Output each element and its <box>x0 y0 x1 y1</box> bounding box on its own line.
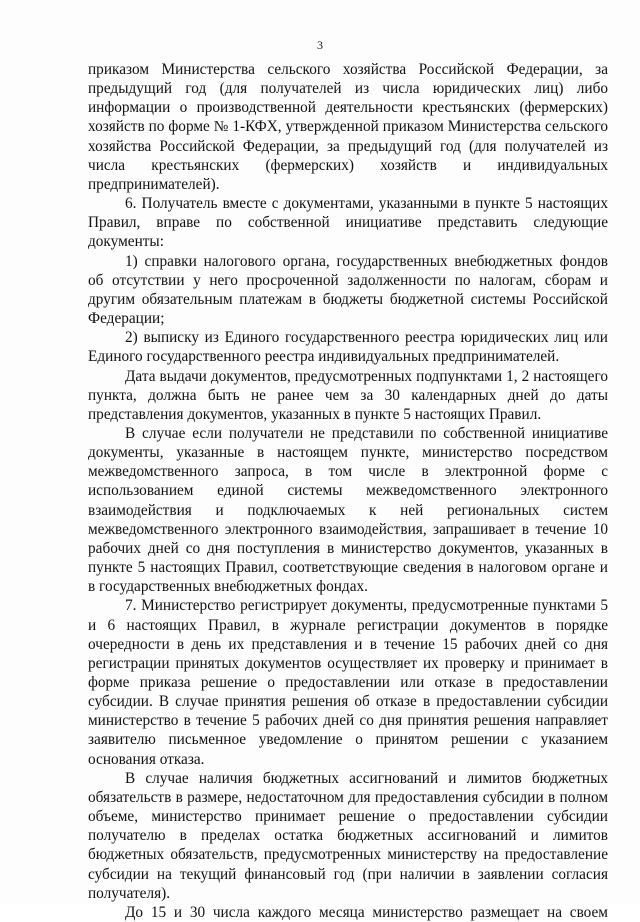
paragraph-item-7: 7. Министерство регистрирует документы, предусмотренные пунктами 5 и 6 настоящих Правил, в журнале регистрации документов в порядке очередности в день их представления и в течение 15 рабочих дней со дня регистрации принятых документов осуществляет их проверку и принимает в форме приказа решение о предоставлении или отказе в предоставлении субсидии. В случае принятия решения об отказе в предоставлении субсидии министерство в течение 5 рабочих дней со дня принятия решения направляет заявителю письменное уведомление о принятом решении с указанием основания отказа. <box>88 597 608 768</box>
paragraph-budget-allocations: В случае наличия бюджетных ассигнований и лимитов бюджетных обязательств в размере, недостаточном для предоставления субсидии в полном объеме, министерство принимает решение о предоставлении субсидии получателю в пределах остатка бюджетных ассигнований и лимитов бюджетных обязательств, предусмотренных министерству на предоставление субсидии на текущий финансовый год (при наличии в заявлении согласия получателя). <box>88 769 608 902</box>
paragraph-interagency-request: В случае если получатели не представили по собственной инициативе документы, указанные в настоящем пункте, министерство посредством межведомственного запроса, в том числе в электронной форме с использованием единой системы межведомственного электронного взаимодействия и подключаемых к ней региональных систем межведомственного электронного взаимодействия, запрашивает в течение 10 рабочих дней со дня поступления в министерство документов, указанных в пункте 5 настоящих Правил, соответствующие сведения в налоговом органе и в государственных внебюджетных фондах. <box>88 424 608 596</box>
paragraph-continuation-kfh: приказом Министерства сельского хозяйства Российской Федерации, за предыдущий год (для получателей из числа юридических лиц) либо информации о производственной деятельности крестьянских (фермерских) хозяйств по форме № 1-КФХ, утвержденной приказом Министерства сельского хозяйства Российской Федерации, за предыдущий год (для получателей из числа крестьянских (фермерских) хозяйств и индивидуальных предпринимателей). <box>88 61 608 193</box>
document-body <box>88 60 608 922</box>
paragraph-subitem-6-2: 2) выписку из Единого государственного реестра юридических лиц или Единого государственного реестра индивидуальных предпринимателей. <box>88 329 608 366</box>
paragraph-document-date: Дата выдачи документов, предусмотренных подпунктами 1, 2 настоящего пункта, должна быть не ранее чем за 30 календарных дней до даты представления документов, указанных в пункте 5 настоящих Правил. <box>88 367 608 423</box>
paragraph-subitem-6-1: 1) справки налогового органа, государственных внебюджетных фондов об отсутствии у него просроченной задолженности по налогам, сборам и другим обязательным платежам в бюджеты бюджетной системы Российской Федерации; <box>88 252 608 328</box>
page-number: 3 <box>317 38 323 52</box>
paragraph-monthly-publication: До 15 и 30 числа каждого месяца министерство размещает на своем <box>125 903 608 921</box>
paragraph-item-6: 6. Получатель вместе с документами, указанными в пункте 5 настоящих Правил, вправе по собственной инициативе представить следующие документы: <box>88 195 608 251</box>
